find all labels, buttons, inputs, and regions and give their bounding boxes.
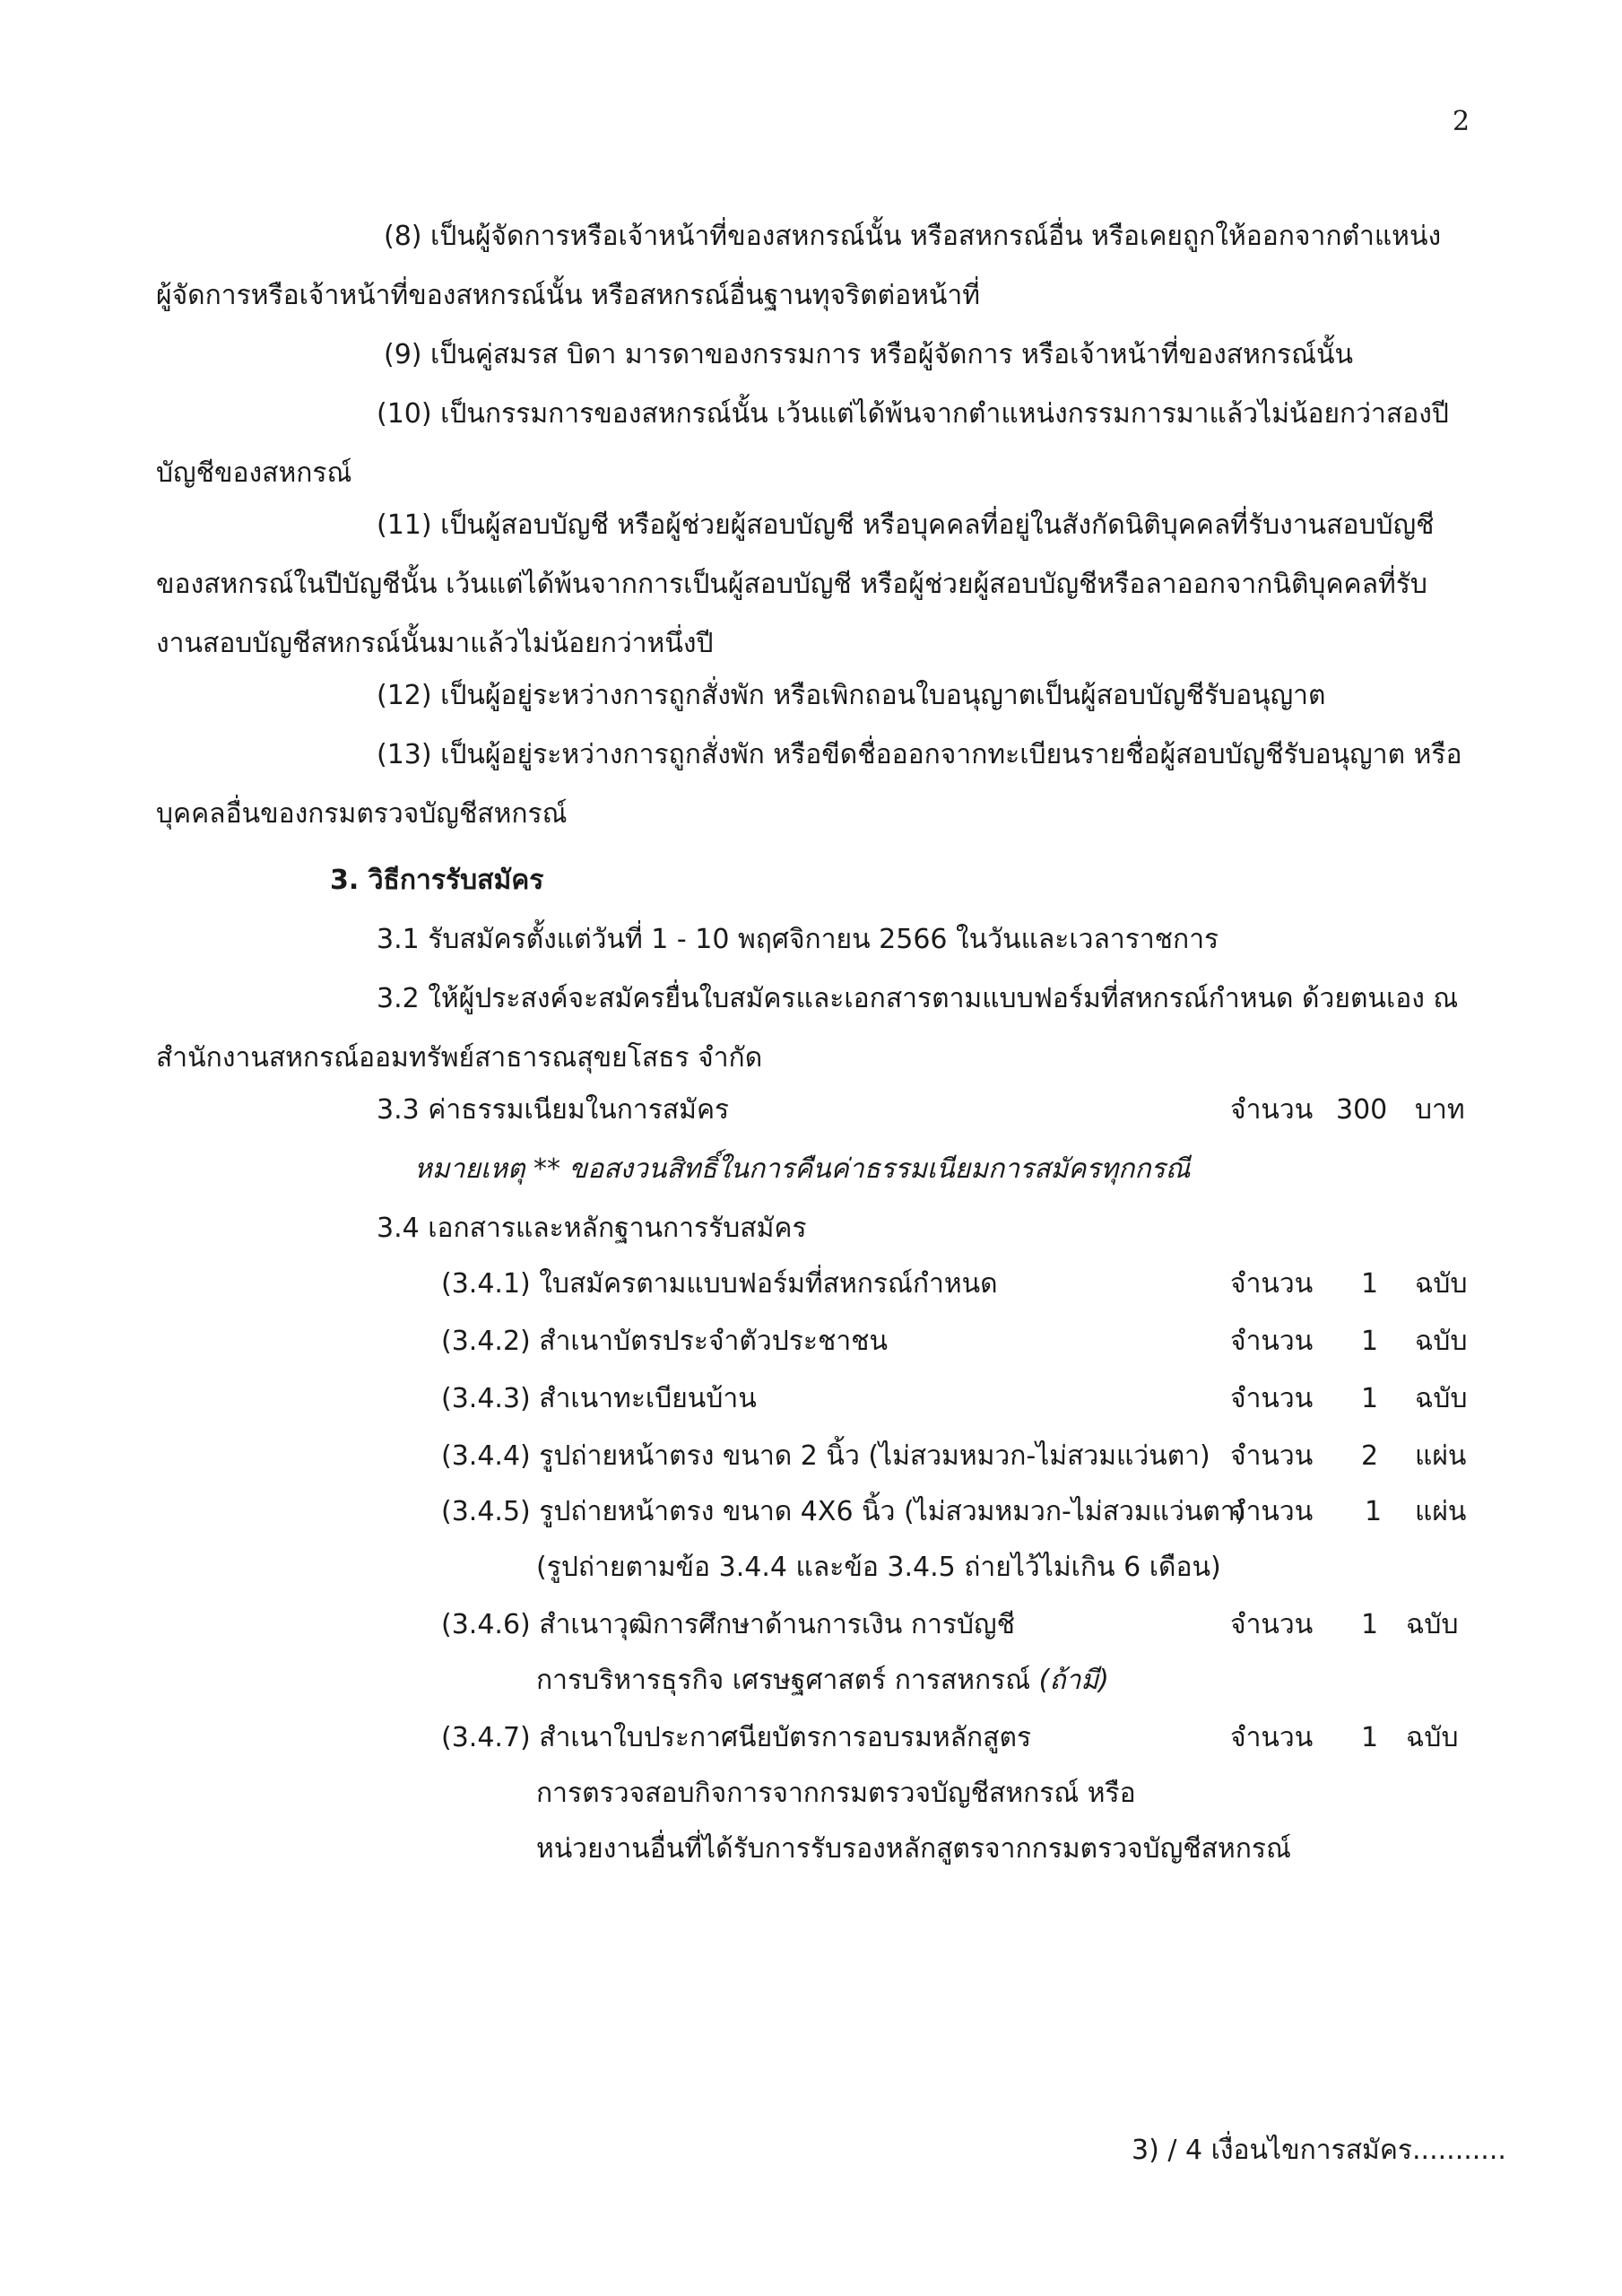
doc-3-4-6-optional: (ถ้ามี) bbox=[1038, 1665, 1109, 1696]
doc-3-4-3-label: (3.4.3) สำเนาทะเบียนบ้าน bbox=[441, 1383, 757, 1414]
item-3-2-line1: 3.2 ให้ผู้ประสงค์จะสมัครยื่นใบสมัครและเอกสารตามแบบฟอร์มที่สหกรณ์กำหนด ด้วยตนเอง ณ bbox=[377, 983, 1459, 1014]
doc-3-4-6-qty-label: จำนวน bbox=[1230, 1609, 1314, 1640]
doc-3-4-7-sub-line2: หน่วยงานอื่นที่ได้รับการรับรองหลักสูตรจากกรมตรวจบัญชีสหกรณ์ bbox=[536, 1833, 1291, 1865]
doc-3-4-5-label: (3.4.5) รูปถ่ายหน้าตรง ขนาด 4X6 นิ้ว (ไม่สวมหมวก-ไม่สวมแว่นตา) bbox=[441, 1496, 1246, 1527]
qualification-12-line1: (12) เป็นผู้อยู่ระหว่างการถูกสั่งพัก หรือเพิกถอนใบอนุญาตเป็นผู้สอบบัญชีรับอนุญาต bbox=[377, 680, 1326, 711]
doc-3-4-6-sub-text: การบริหารธุรกิจ เศรษฐศาสตร์ การสหกรณ์ bbox=[536, 1665, 1031, 1696]
item-3-3-qty: 300 bbox=[1336, 1094, 1388, 1126]
doc-3-4-4-qty: 2 bbox=[1361, 1440, 1379, 1472]
doc-3-4-6-unit: ฉบับ bbox=[1406, 1609, 1459, 1640]
doc-3-4-5-unit: แผ่น bbox=[1415, 1496, 1467, 1527]
doc-3-4-1-label: (3.4.1) ใบสมัครตามแบบฟอร์มที่สหกรณ์กำหนด bbox=[441, 1268, 998, 1300]
doc-3-4-1-qty: 1 bbox=[1361, 1268, 1379, 1300]
item-3-4-heading: 3.4 เอกสารและหลักฐานการรับสมัคร bbox=[377, 1213, 807, 1244]
qualification-11-line3: งานสอบบัญชีสหกรณ์นั้นมาแล้วไม่น้อยกว่าหนึ่งปี bbox=[156, 628, 714, 659]
doc-3-4-3-qty: 1 bbox=[1361, 1383, 1379, 1414]
doc-3-4-6-qty: 1 bbox=[1361, 1609, 1379, 1640]
section-3-heading: 3. วิธีการรับสมัคร bbox=[330, 865, 544, 896]
qualification-11-line1: (11) เป็นผู้สอบบัญชี หรือผู้ช่วยผู้สอบบัญชี หรือบุคคลที่อยู่ในสังกัดนิติบุคคลที่รับงานสอบบัญชี bbox=[377, 509, 1435, 541]
doc-3-4-7-qty: 1 bbox=[1361, 1722, 1379, 1753]
doc-3-4-7-qty-label: จำนวน bbox=[1230, 1722, 1314, 1753]
doc-3-4-6-sub bbox=[536, 1663, 1109, 1699]
continuation-footer: 3) / 4 เงื่อนไขการสมัคร........... bbox=[1132, 2135, 1506, 2166]
qualification-13-line1: (13) เป็นผู้อยู่ระหว่างการถูกสั่งพัก หรือขีดชื่อออกจากทะเบียนรายชื่อผู้สอบบัญชีรับอนุญาต หรือ bbox=[377, 739, 1462, 770]
doc-3-4-5-qty: 1 bbox=[1365, 1496, 1383, 1527]
qualification-9-line1: (9) เป็นคู่สมรส บิดา มารดาของกรรมการ หรือผู้จัดการ หรือเจ้าหน้าที่ของสหกรณ์นั้น bbox=[384, 339, 1353, 370]
item-3-3-label: 3.3 ค่าธรรมเนียมในการสมัคร bbox=[377, 1094, 730, 1126]
qualification-13-line2: บุคคลอื่นของกรมตรวจบัญชีสหกรณ์ bbox=[156, 798, 568, 830]
qualification-11-line2: ของสหกรณ์ในปีบัญชีนั้น เว้นแต่ได้พ้นจากการเป็นผู้สอบบัญชี หรือผู้ช่วยผู้สอบบัญชีหรือลาออกจากนิติบุคคลที่รับ bbox=[156, 569, 1427, 600]
item-3-1: 3.1 รับสมัครตั้งแต่วันที่ 1 - 10 พฤศจิกายน 2566 ในวันและเวลาราชการ bbox=[377, 924, 1219, 955]
doc-3-4-3-qty-label: จำนวน bbox=[1230, 1383, 1314, 1414]
doc-3-4-5-note: (รูปถ่ายตามข้อ 3.4.4 และข้อ 3.4.5 ถ่ายไว้ไม่เกิน 6 เดือน) bbox=[536, 1552, 1221, 1583]
item-3-2-line2: สำนักงานสหกรณ์ออมทรัพย์สาธารณสุขยโสธร จำกัด bbox=[156, 1042, 763, 1074]
page-number: 2 bbox=[1453, 106, 1470, 137]
doc-3-4-7-label: (3.4.7) สำเนาใบประกาศนียบัตรการอบรมหลักสูตร bbox=[441, 1722, 1032, 1753]
doc-3-4-2-qty-label: จำนวน bbox=[1230, 1326, 1314, 1357]
qualification-10-line1: (10) เป็นกรรมการของสหกรณ์นั้น เว้นแต่ได้พ้นจากตำแหน่งกรรมการมาแล้วไม่น้อยกว่าสองปี bbox=[377, 398, 1449, 430]
doc-3-4-4-qty-label: จำนวน bbox=[1230, 1440, 1314, 1472]
item-3-3-unit: บาท bbox=[1415, 1094, 1465, 1126]
doc-3-4-6-label: (3.4.6) สำเนาวุฒิการศึกษาด้านการเงิน การบัญชี bbox=[441, 1609, 1015, 1640]
doc-3-4-7-sub-line1: การตรวจสอบกิจการจากกรมตรวจบัญชีสหกรณ์ หรือ bbox=[536, 1778, 1136, 1809]
qualification-8-line1: (8) เป็นผู้จัดการหรือเจ้าหน้าที่ของสหกรณ์นั้น หรือสหกรณ์อื่น หรือเคยถูกให้ออกจากตำแหน่ง bbox=[384, 221, 1442, 252]
doc-3-4-2-qty: 1 bbox=[1361, 1326, 1379, 1357]
doc-3-4-3-unit: ฉบับ bbox=[1415, 1383, 1468, 1414]
qualification-8-line2: ผู้จัดการหรือเจ้าหน้าที่ของสหกรณ์นั้น หรือสหกรณ์อื่นฐานทุจริตต่อหน้าที่ bbox=[156, 280, 981, 311]
doc-3-4-1-qty-label: จำนวน bbox=[1230, 1268, 1314, 1300]
doc-3-4-2-unit: ฉบับ bbox=[1415, 1326, 1468, 1357]
doc-3-4-4-label: (3.4.4) รูปถ่ายหน้าตรง ขนาด 2 นิ้ว (ไม่สวมหมวก-ไม่สวมแว่นตา) bbox=[441, 1440, 1210, 1472]
doc-3-4-1-unit: ฉบับ bbox=[1415, 1268, 1468, 1300]
doc-3-4-7-unit: ฉบับ bbox=[1406, 1722, 1459, 1753]
item-3-3-qty-label: จำนวน bbox=[1230, 1094, 1314, 1126]
doc-3-4-5-qty-label: จำนวน bbox=[1230, 1496, 1314, 1527]
doc-3-4-4-unit: แผ่น bbox=[1415, 1440, 1467, 1472]
fee-note: หมายเหตุ ** ขอสงวนสิทธิ์ในการคืนค่าธรรมเนียมการสมัครทุกกรณี bbox=[414, 1153, 1191, 1185]
doc-3-4-2-label: (3.4.2) สำเนาบัตรประจำตัวประชาชน bbox=[441, 1326, 889, 1357]
qualification-10-line2: บัญชีของสหกรณ์ bbox=[156, 457, 352, 489]
